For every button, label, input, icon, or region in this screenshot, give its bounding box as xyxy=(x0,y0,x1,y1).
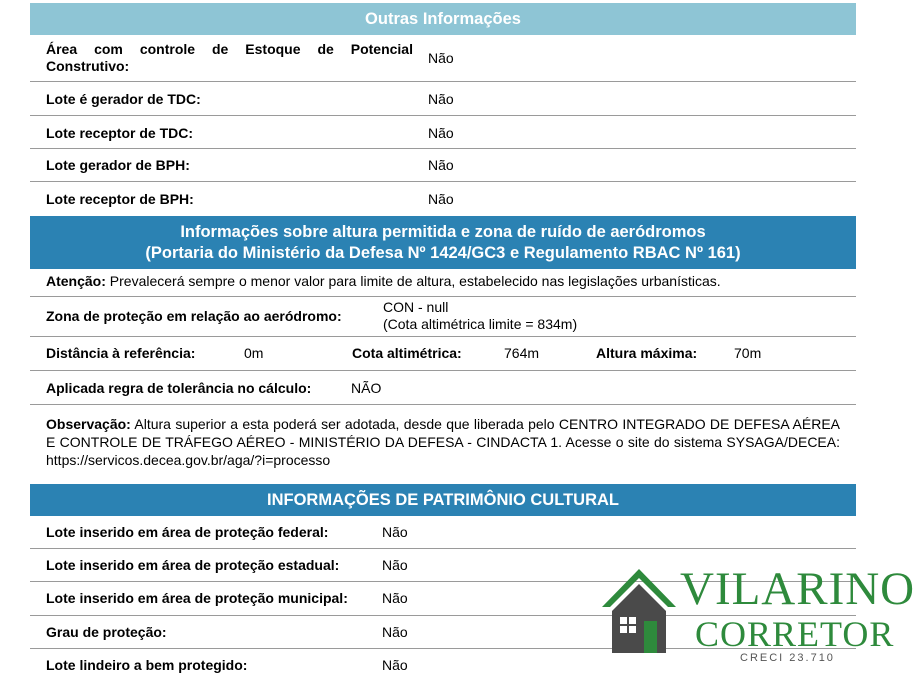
vilarino-logo xyxy=(600,563,916,665)
tolerancia-value: NÃO xyxy=(351,380,382,396)
field-value: Não xyxy=(382,624,408,640)
field-label: Lote gerador de BPH: xyxy=(46,157,190,173)
info-row xyxy=(30,35,856,82)
field-value: Não xyxy=(428,157,454,173)
atencao-row xyxy=(30,269,856,297)
atencao-label: Atenção: xyxy=(46,273,106,289)
logo-subtitle: CORRETOR xyxy=(695,614,895,654)
section-header-patrimonio xyxy=(30,484,856,516)
section-title-patrimonio: INFORMAÇÕES DE PATRIMÔNIO CULTURAL xyxy=(267,490,619,509)
field-value: Não xyxy=(428,91,454,107)
field-label: Lote lindeiro a bem protegido: xyxy=(46,657,248,673)
observacao-label: Observação: xyxy=(46,416,131,432)
atencao-text: Prevalecerá sempre o menor valor para limite de altura, estabelecido nas legislações urbanísticas. xyxy=(105,273,721,289)
distancia-row xyxy=(30,337,856,371)
distancia-label: Distância à referência: xyxy=(46,345,196,361)
zona-label: Zona de proteção em relação ao aeródromo: xyxy=(46,308,342,324)
field-label: Lote inserido em área de proteção municipal: xyxy=(46,590,348,606)
field-value: Não xyxy=(382,557,408,573)
zona-value-line1: CON - null xyxy=(383,299,449,315)
tolerancia-row xyxy=(30,371,856,405)
field-label: Lote inserido em área de proteção federal: xyxy=(46,524,329,540)
field-label: Lote é gerador de TDC: xyxy=(46,91,201,107)
observacao-row xyxy=(30,405,856,484)
section-header-altura xyxy=(30,216,856,269)
field-value: Não xyxy=(382,590,408,606)
field-label: Lote receptor de BPH: xyxy=(46,191,194,207)
field-value: Não xyxy=(428,50,454,66)
atencao-note xyxy=(46,273,721,289)
distancia-value: 0m xyxy=(244,345,264,361)
zona-row xyxy=(30,297,856,337)
field-label: Grau de proteção: xyxy=(46,624,167,640)
info-row xyxy=(30,116,856,149)
field-label: Lote inserido em área de proteção estadual: xyxy=(46,557,340,573)
logo-name: VILARINO xyxy=(680,563,916,615)
section-title-outras: Outras Informações xyxy=(365,9,521,28)
zona-value-line2: (Cota altimétrica limite = 834m) xyxy=(383,316,578,332)
field-value: Não xyxy=(382,657,408,673)
cota-label: Cota altimétrica: xyxy=(352,345,462,361)
tolerancia-label: Aplicada regra de tolerância no cálculo: xyxy=(46,380,312,396)
altura-maxima-value: 70m xyxy=(734,345,762,361)
logo-creci: CRECI 23.710 xyxy=(740,652,835,664)
section-header-outras xyxy=(30,3,856,35)
cota-value: 764m xyxy=(504,345,540,361)
house-icon xyxy=(600,565,680,657)
info-row xyxy=(30,82,856,116)
observacao-text: Altura superior a esta poderá ser adotada, desde que liberada pelo CENTRO INTEGRADO DE DEFESA AÉREA E CONTROLE DE TRÁFEGO AÉREO - MINISTÉRIO DA DEFESA - CINDACTA 1. Acesse o site do sistema SYSAGA/DECEA: https://servicos.decea.gov.br/aga/?i=processo xyxy=(46,416,840,468)
section-subtitle-altura: (Portaria do Ministério da Defesa Nº 1424/GC3 e Regulamento RBAC Nº 161) xyxy=(145,244,741,262)
field-value: Não xyxy=(428,125,454,141)
field-label: Lote receptor de TDC: xyxy=(46,125,194,141)
info-row xyxy=(30,149,856,182)
field-label: Área com controle de Estoque de Potencial Construtivo: xyxy=(46,41,413,74)
field-value: Não xyxy=(382,524,408,540)
section-title-altura: Informações sobre altura permitida e zona de ruído de aeródromos xyxy=(180,223,706,241)
info-row xyxy=(30,182,856,216)
info-row xyxy=(30,516,856,549)
altura-maxima-label: Altura máxima: xyxy=(596,345,698,361)
observacao-note xyxy=(46,415,840,469)
field-value: Não xyxy=(428,191,454,207)
